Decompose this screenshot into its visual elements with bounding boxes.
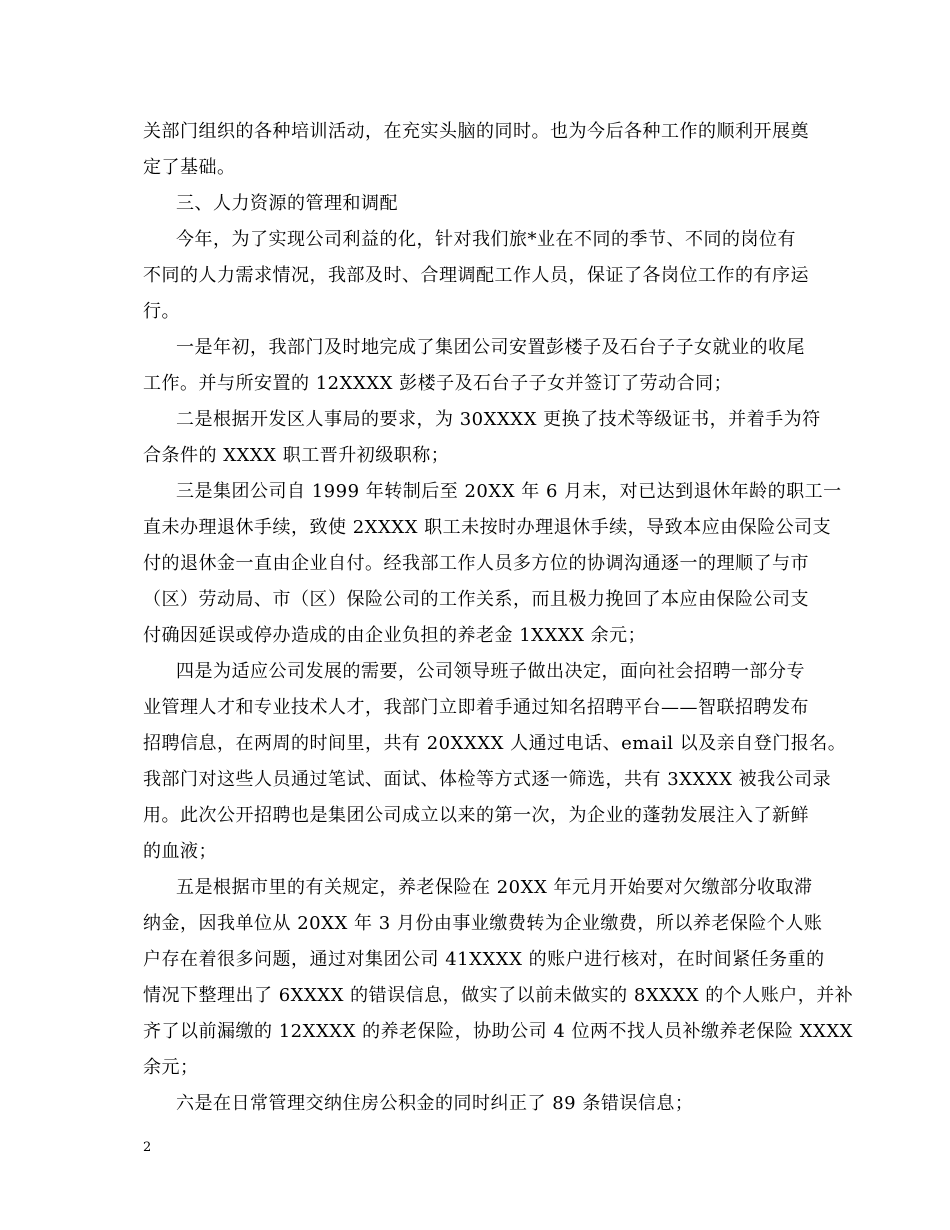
text-line: 户存在着很多问题，通过对集团公司 41XXXX 的账户进行核对，在时间紧任务重的 <box>143 949 825 970</box>
text-line: 关部门组织的各种培训活动，在充实头脑的同时。也为今后各种工作的顺利开展奠 <box>143 121 809 142</box>
text-line: 我部门对这些人员通过笔试、面试、体检等方式逐一筛选，共有 3XXXX 被我公司录 <box>143 769 832 790</box>
text-line: 六是在日常管理交纳住房公积金的同时纠正了 89 条错误信息； <box>176 1093 694 1114</box>
text-line: 三是集团公司自 1999 年转制后至 20XX 年 6 月末，对已达到退休年龄的职工一 <box>176 481 842 502</box>
text-line: 四是为适应公司发展的需要，公司领导班子做出决定，面向社会招聘一部分专 <box>176 661 805 682</box>
text-line: 定了基础。 <box>143 157 236 178</box>
text-line: 用。此次公开招聘也是集团公司成立以来的第一次，为企业的蓬勃发展注入了新鲜 <box>143 805 809 826</box>
text-line: 纳金，因我单位从 20XX 年 3 月份由事业缴费转为企业缴费，所以养老保险个人账 <box>143 913 823 934</box>
text-line: 行。 <box>143 301 180 322</box>
text-line: 工作。并与所安置的 12XXXX 彭楼子及石台子子女并签订了劳动合同； <box>143 373 733 394</box>
text-line: （区）劳动局、市（区）保险公司的工作关系，而且极力挽回了本应由保险公司支 <box>143 589 809 610</box>
text-line: 余元； <box>143 1057 199 1078</box>
page-number: 2 <box>143 1140 152 1155</box>
text-line: 的血液； <box>143 841 217 862</box>
text-line: 二是根据开发区人事局的要求，为 30XXXX 更换了技术等级证书，并着手为符 <box>176 409 821 430</box>
text-line: 不同的人力需求情况，我部及时、合理调配工作人员，保证了各岗位工作的有序运 <box>143 265 809 286</box>
text-line: 付确因延误或停办造成的由企业负担的养老金 1XXXX 余元； <box>143 625 647 646</box>
text-line: 业管理人才和专业技术人才，我部门立即着手通过知名招聘平台——智联招聘发布 <box>143 697 809 718</box>
text-line: 今年，为了实现公司利益的化，针对我们旅*业在不同的季节、不同的岗位有 <box>176 229 796 250</box>
section-heading: 三、人力资源的管理和调配 <box>176 193 398 214</box>
text-line: 合条件的 XXXX 职工晋升初级职称； <box>143 445 450 466</box>
text-line: 一是年初，我部门及时地完成了集团公司安置彭楼子及石台子子女就业的收尾 <box>176 337 805 358</box>
text-line: 招聘信息，在两周的时间里，共有 20XXXX 人通过电话、email 以及亲自登门报名。 <box>143 733 847 754</box>
text-line: 情况下整理出了 6XXXX 的错误信息，做实了以前未做实的 8XXXX 的个人账户，并补 <box>143 985 854 1006</box>
text-line: 齐了以前漏缴的 12XXXX 的养老保险，协助公司 4 位两不找人员补缴养老保险 XXXX <box>143 1021 853 1042</box>
text-line: 直未办理退休手续，致使 2XXXX 职工未按时办理退休手续，导致本应由保险公司支 <box>143 517 832 538</box>
text-line: 五是根据市里的有关规定，养老保险在 20XX 年元月开始要对欠缴部分收取滞 <box>176 877 813 898</box>
text-line: 付的退休金一直由企业自付。经我部工作人员多方位的协调沟通逐一的理顺了与市 <box>143 553 809 574</box>
